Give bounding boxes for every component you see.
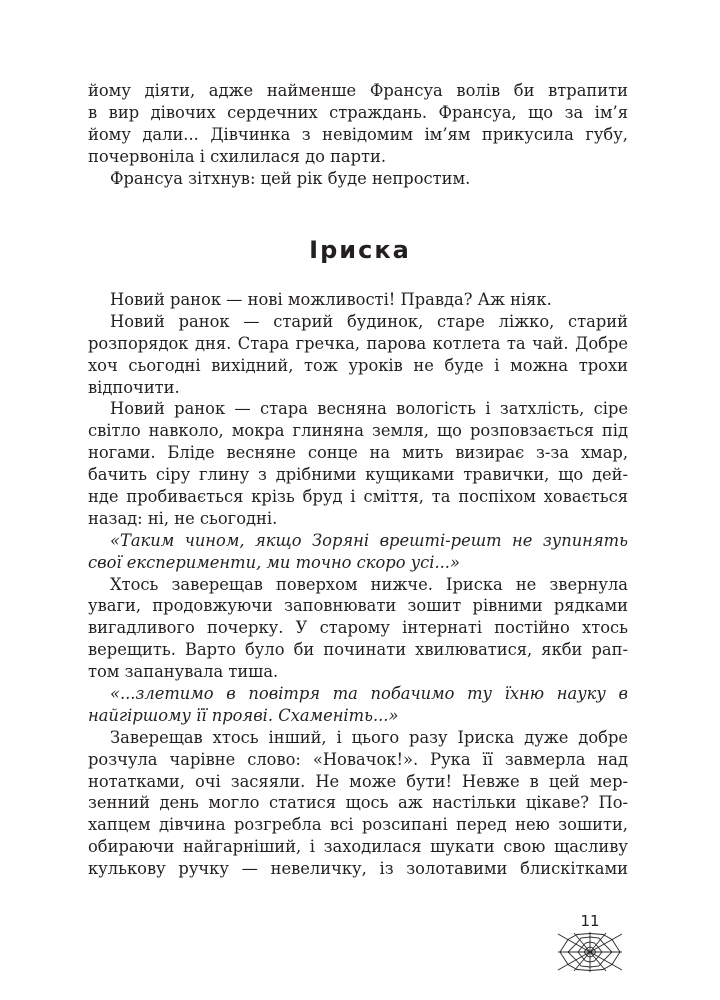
- chapter-title: Іриска: [309, 236, 411, 264]
- text-line: в вир дівочих сердечних страждань. Франсуа, що за ім’я: [88, 102, 628, 122]
- paragraph: [88, 168, 628, 190]
- text-line: хапцем дівчина розгребла всі розсипані перед нею зошити,: [88, 815, 628, 835]
- text-line: бачить сіру глину з дрібними кущиками травички, що дей-: [88, 465, 628, 485]
- text-line: Франсуа зітхнув: цей рік буде непростим.: [110, 168, 471, 188]
- text-line: том запанувала тиша.: [88, 662, 279, 682]
- paragraph: [88, 398, 628, 529]
- text-line: розпорядок дня. Стара гречка, парова котлета та чай. Добре: [88, 333, 628, 353]
- paragraph: [88, 80, 628, 168]
- text-line: зенний день могло статися щось аж настільки цікаве? По-: [88, 793, 628, 813]
- text-line: найгіршому її прояві. Схаменіть...»: [88, 705, 399, 725]
- text-line: світло навколо, мокра глиняна земля, що розповзається під: [88, 421, 628, 441]
- text-line: назад: ні, не сьогодні.: [88, 508, 278, 528]
- paragraph: [88, 727, 628, 880]
- text-line: Заверещав хтось інший, і цього разу Іриска дуже добре: [110, 727, 628, 747]
- text-line: йому дали... Дівчинка з невідомим ім’ям прикусила губу,: [88, 124, 628, 144]
- text-line: Новий ранок — нові можливості! Правда? Аж ніяк.: [110, 290, 552, 309]
- text-line: відпочити.: [88, 377, 180, 397]
- text-line: уваги, продовжуючи заповнювати зошит рівними рядками: [88, 596, 628, 616]
- text-line: обираючи найгарніший, і заходилася шукати свою щасливу: [88, 837, 628, 857]
- text-line: нотатками, очі засяяли. Не може бути! Невже в цей мер-: [88, 771, 628, 791]
- text-line: свої експерименти, ми точно скоро усі...»: [88, 552, 460, 572]
- text-line: хоч сьогодні вихідний, тож уроків не буде і можна трохи: [88, 355, 628, 375]
- text-top: [88, 80, 628, 189]
- text-line: Новий ранок — старий будинок, старе ліжко, старий: [110, 311, 628, 331]
- text-line: йому діяти, адже найменше Франсуа волів би втрапити: [88, 81, 628, 100]
- text-line: вигадливого почерку. У старому інтернаті постійно хтось: [88, 618, 628, 638]
- text-line: «Таким чином, якщо Зоряні врешті-решт не зупинять: [110, 530, 628, 550]
- text-line: кулькову ручку — невеличку, із золотавими блискітками: [88, 859, 628, 879]
- text-line: Новий ранок — стара весняна вологість і затхлість, сіре: [110, 399, 628, 419]
- text-line: нде пробивається крізь бруд і сміття, та поспіхом ховається: [88, 487, 628, 507]
- text-line: почервоніла і схилилася до парти.: [88, 146, 387, 166]
- paragraph: [88, 311, 628, 399]
- paragraph: [88, 289, 628, 311]
- text-line: Хтось заверещав поверхом нижче. Іриска не звернула: [110, 574, 628, 594]
- text-line: розчула чарівне слово: «Новачок!». Рука її завмерла над: [88, 749, 628, 769]
- page-number: 11: [580, 912, 600, 930]
- text-line: «...злетимо в повітря та побачимо ту їхню науку в: [110, 684, 628, 704]
- quote: [88, 530, 628, 574]
- text-main: [88, 289, 628, 880]
- quote: [88, 683, 628, 727]
- text-line: ногами. Бліде весняне сонце на мить визирає з-за хмар,: [88, 443, 628, 463]
- text-line: верещить. Варто було би починати хвилюватися, якби рап-: [88, 640, 628, 660]
- spiderweb-icon: [556, 932, 624, 972]
- paragraph: [88, 574, 628, 683]
